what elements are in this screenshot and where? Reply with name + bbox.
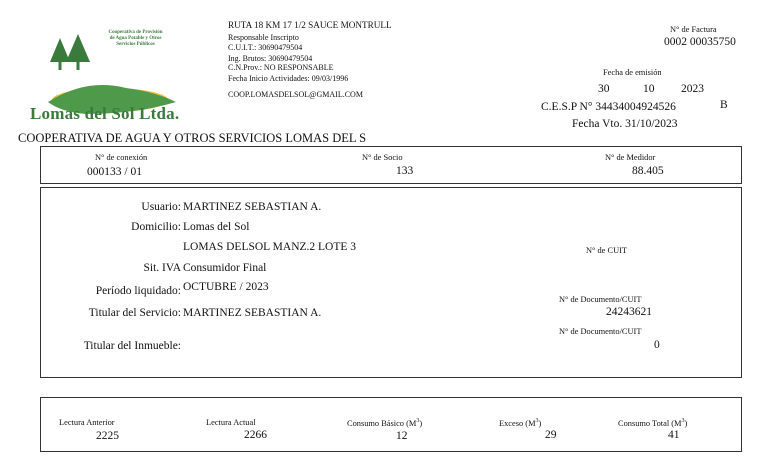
emision-year: 2023 [681,83,704,93]
medidor-value: 88.405 [632,165,664,177]
company-address: RUTA 18 KM 17 1/2 SAUCE MONTRULL [228,20,392,30]
usuario-value: MARTINEZ SEBASTIAN A. [183,201,322,213]
lectura-actual-label: Lectura Actual [206,418,256,427]
periodo-value: OCTUBRE / 2023 [183,281,269,293]
domicilio2-value: LOMAS DELSOL MANZ.2 LOTE 3 [183,241,357,253]
titular-label: Titular del Servicio: [88,307,181,319]
socio-label: N° de Socio [362,153,403,162]
iva-value: Consumidor Final [183,262,267,274]
medidor-label: N° de Medidor [605,153,656,162]
consumo-basico-label: Consumo Básico $(M^3)$ [347,418,423,428]
conexion-label: N° de conexión [95,153,148,162]
invoice-letter: B [720,99,728,111]
factura-label: N° de Factura [670,25,717,34]
cuit-label: N° de CUIT [586,246,628,255]
consumo-total-label: Consumo Total $(M^3)$ [618,418,688,428]
factura-number: 0002 00035750 [664,36,736,48]
domicilio-value: Lomas del Sol [183,221,250,233]
lectura-anterior-label: Lectura Anterior [59,418,115,427]
periodo-label: Período liquidado: [95,285,181,297]
logo-subtitle: Cooperativa de Provisión de Agua Potable y Otros Servicios Públicos [108,30,163,47]
emision-label: Fecha de emisión [603,68,662,77]
company-fecha-inicio: Fecha Inicio Actividades: 09/03/1996 [228,74,349,83]
emision-month: 10 [643,83,655,95]
doc2-value: 0 [654,339,660,351]
logo-name: Lomas del Sol Ltda. [30,104,180,123]
consumo-basico-value: 12 [396,430,408,440]
doc-label: N° de Documento/CUIT [559,295,642,304]
conexion-value: 000133 / 01 [87,166,142,176]
exceso-value: 29 [545,429,557,441]
company-cn-prov: C.N.Prov.: NO RESPONSABLE [228,63,334,72]
company-ing-brutos: Ing. Brutos: 30690479504 [228,54,313,63]
doc-value: 24243621 [606,306,652,318]
org-name: COOPERATIVA DE AGUA Y OTROS SERVICIOS LOMAS DEL S [18,131,367,145]
lectura-actual-value: 2266 [244,429,267,441]
domicilio-label: Domicilio: [131,221,181,233]
usuario-label: Usuario: [141,201,181,213]
lectura-anterior-value: 2225 [96,430,119,440]
titular-value: MARTINEZ SEBASTIAN A. [183,307,322,319]
inmueble-label: Titular del Inmueble: [83,340,181,352]
socio-value: 133 [396,165,414,177]
doc2-label: N° de Documento/CUIT [559,327,642,336]
consumo-total-value: 41 [668,429,680,441]
cesp-number: C.E.S.P N° 34434004924526 [541,101,676,111]
company-responsable: Responsable Inscripto [228,33,299,42]
fecha-vencimiento: Fecha Vto. 31/10/2023 [572,118,678,130]
emision-day: 30 [598,83,610,95]
exceso-label: Exceso $(M^3)$ [499,418,542,428]
company-email: COOP.LOMASDELSOL@GMAIL.COM [228,90,363,99]
iva-label: Sit. IVA [143,262,181,274]
company-cuit: C.U.I.T.: 30690479504 [228,43,303,52]
